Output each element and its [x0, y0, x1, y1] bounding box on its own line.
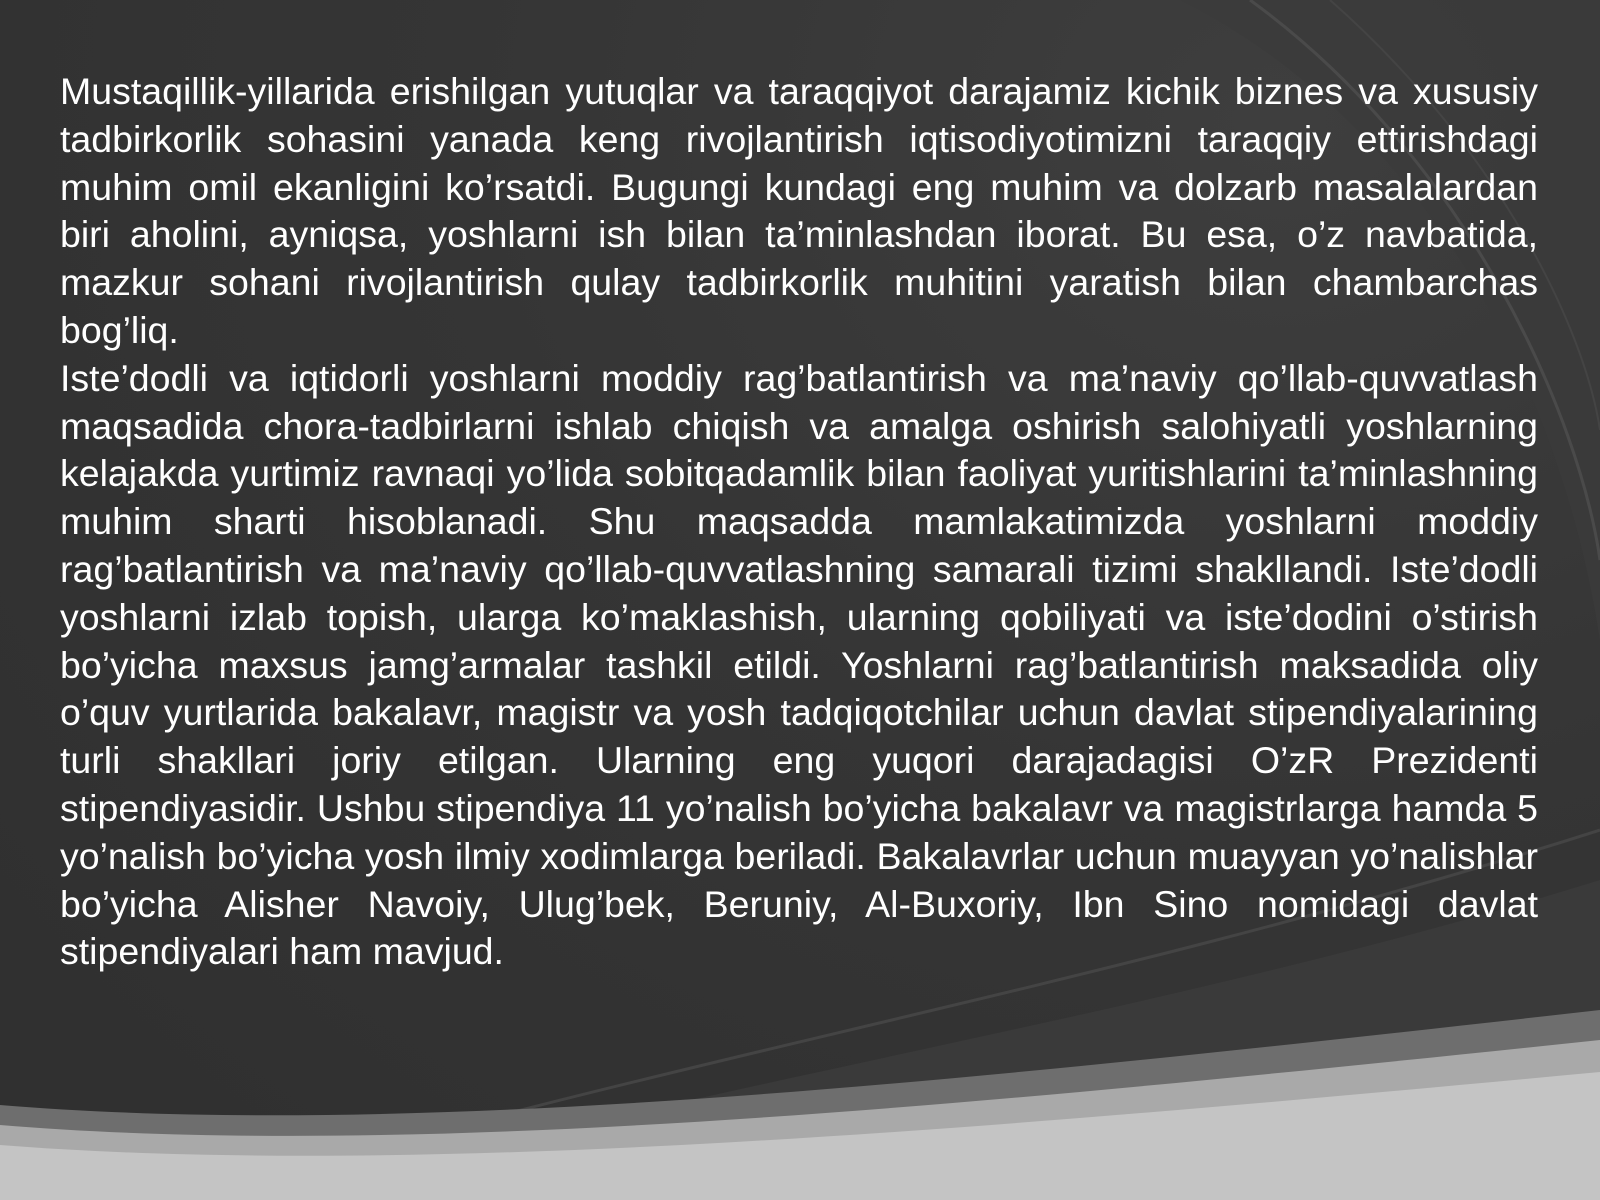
slide-body-text [60, 68, 1538, 976]
paragraph-2: Iste’dodli va iqtidorli yoshlarni moddiy rag’batlantirish va ma’naviy qo’llab-quvvatlash maqsadida chora-tadbirlarni ishlab chiqish va amalga oshirish salohiyatli yoshlarning kelajakda yurtimiz ravnaqi yo’lida sobitqadamlik bilan faoliyat yuritishlarini ta’minlashning muhim sharti hisoblanadi. Shu maqsadda mamlakatimizda yoshlarni moddiy rag’batlantirish va ma’naviy qo’llab-quvvatlashning samarali tizimi shakllandi. Iste’dodli yoshlarni izlab topish, ularga ko’maklashish, ularning qobiliyati va iste’dodini o’stirish bo’yicha maxsus jamg’armalar tashkil etildi. Yoshlarni rag’batlantirish maksadida oliy o’quv yurtlarida bakalavr, magistr va yosh tadqiqotchilar uchun davlat stipendiyalarining turli shakllari joriy etilgan. Ularning eng yuqori darajadagisi O’zR Prezidenti stipendiyasidir. Ushbu stipendiya 11 yo’nalish bo’yicha bakalavr va magistrlarga hamda 5 yo’nalish bo’yicha yosh ilmiy xodimlarga beriladi. Bakalavrlar uchun muayyan yo’nalishlar bo’yicha Alisher Navoiy, Ulug’bek, Beruniy, Al-Buxoriy, Ibn Sino nomidagi davlat stipendiyalari ham mavjud. [60, 356, 1538, 973]
paragraph-1: Mustaqillik-yillarida erishilgan yutuqlar va taraqqiyot darajamiz kichik biznes va xususiy tadbirkorlik sohasini yanada keng rivojlantirish iqtisodiyotimizni taraqqiy ettirishdagi muhim omil ekanligini ko’rsatdi. Bugungi kundagi eng muhim va dolzarb masalalardan biri aholini, ayniqsa, yoshlarni ish bilan ta’minlashdan iborat. Bu esa, o’z navbatida, mazkur sohani rivojlantirish qulay tadbirkorlik muhitini yaratish bilan chambarchas bog’liq. [60, 70, 1538, 351]
